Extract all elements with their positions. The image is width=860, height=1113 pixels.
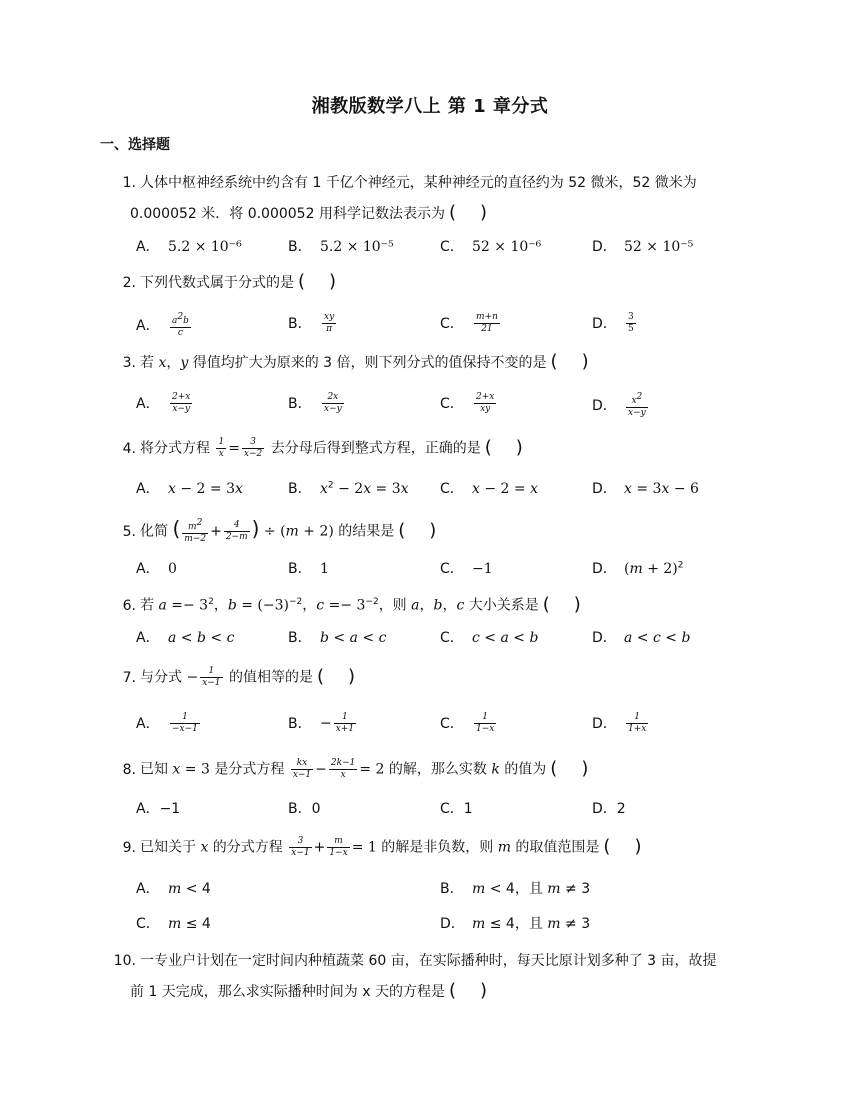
question-number: 1. (122, 175, 136, 191)
option-label: C． (136, 916, 160, 932)
section-heading: 一、选择题 (100, 137, 170, 153)
question-3: 3. 若 x，y 得值均扩大为原来的 3 倍，则下列分式的值保持不变的是( ) (110, 352, 770, 373)
question-text: 是分式方程 (209, 761, 289, 778)
option-label: D． (592, 561, 617, 577)
question-9: 9. 已知关于 x 的分式方程 $\frac{3}{x-1}$ + $\frac{m}{1-x}$ = 1 的解是非负数，则 m 的取值范围是( ) (110, 836, 770, 859)
question-5: 5. 化简 ( $\frac{m^2}{m-2}$ + $\frac{4}{2-m}$ ) ÷ (m + 2) 的结果是( ) (110, 518, 770, 545)
option-label: B． (288, 630, 312, 646)
question-7: 7. 与分式 − $\frac{1}{x-1}$ 的值相等的是( ) (110, 666, 770, 689)
options-9b: C． m ≤ 4 D． m ≤ 4，且 m ≠ 3 (136, 913, 756, 933)
option-label: B． (440, 881, 464, 897)
question-number: 4. (122, 440, 136, 457)
options-2: A． $\frac{a^2b}{c}$ B． $\frac{xy}{\pi}$ C． $\frac{m+n}{21}$ D． $\frac{3}{5}$ (136, 312, 634, 338)
option-label: A． (136, 239, 160, 255)
option-label: C．1 (440, 801, 473, 817)
question-number: 6. (122, 597, 136, 614)
question-text: 已知 (140, 761, 173, 778)
option-label: D． (592, 397, 617, 414)
option-label: D． (592, 630, 617, 646)
options-3: A． $\frac{2+x}{x-y}$ B． $\frac{2x}{x-y}$ C． $\frac{2+x}{xy}$ D． $\frac{x^2}{x-y}$ (136, 392, 646, 418)
option-label: A． (136, 395, 160, 412)
answer-bracket (546, 759, 592, 780)
question-text: 的取值范围是 (510, 839, 600, 856)
question-number: 5. (122, 523, 136, 540)
question-number: 9. (122, 839, 136, 856)
options-4: A． x − 2 = 3x B． $x^2 - 2x = 3x$ C． x − 2 = x D． x = 3x − 6 (136, 478, 756, 498)
options-1 (136, 236, 756, 256)
option-label: A． (136, 715, 160, 732)
option-label: C． (440, 315, 464, 332)
question-6: 6. 若 $a =- 3^2$，$b = (-3)^{-2}$，$c =- 3^{-2}$，则 a，b，c 大小关系是( ) (110, 592, 770, 616)
question-text: 的分式方程 (208, 839, 288, 856)
option-value: 52 × 10⁻⁵ (624, 239, 694, 255)
option-label: D． (592, 481, 617, 497)
question-text: 化简 (140, 523, 173, 540)
question-number: 10. (113, 953, 136, 969)
options-7: A． $\frac{1}{-x-1}$ B． − $\frac{1}{x+1}$ C． $\frac{1}{1-x}$ D． $\frac{1}{1+x}$ (136, 712, 647, 734)
option-value: 5.2 × 10⁻⁵ (320, 239, 394, 255)
option-label: C． (440, 239, 464, 255)
question-number: 3. (122, 355, 136, 371)
question-text: 的解是非负数，则 (376, 839, 498, 856)
option-label: B．0 (288, 801, 321, 817)
option-label: B． (288, 395, 312, 412)
answer-bracket (445, 976, 491, 1007)
question-text: 的解，那么实数 (384, 761, 492, 778)
options-9a: A． m < 4 B． m < 4，且 m ≠ 3 (136, 878, 756, 898)
question-number: 2. (122, 275, 136, 291)
option-label: A． (136, 561, 160, 577)
question-1 (110, 168, 770, 229)
option-label: A．−1 (136, 801, 181, 817)
option-label: A． (136, 881, 160, 897)
option-value: 52 × 10⁻⁶ (472, 239, 542, 255)
page-title: 湘教版数学八上 第 1 章分式 (311, 96, 549, 117)
option-label: D．2 (592, 801, 626, 817)
question-text: 的结果是 (333, 523, 395, 540)
question-text: 一专业户计划在一定时间内种植蔬菜 60 亩，在实际播种时，每天比原计划多种了 3 亩，故提 (140, 953, 717, 969)
question-text: 若 (140, 597, 159, 614)
option-label: D． (592, 239, 617, 255)
options-8 (136, 798, 756, 818)
option-label: B． (288, 481, 312, 497)
question-text: 人体中枢神经系统中约含有 1 千亿个神经元，某种神经元的直径约为 52 微米，52 微米为 (140, 175, 697, 191)
option-value: 5.2 × 10⁻⁶ (168, 239, 242, 255)
answer-bracket (394, 521, 440, 542)
question-text: 与分式 (140, 669, 187, 686)
question-2 (110, 272, 770, 293)
option-label: A． (136, 630, 160, 646)
question-text: 0.000052 米．将 0.000052 用科学记数法表示为 (130, 206, 445, 222)
answer-bracket (539, 595, 585, 616)
question-text: 若 (140, 355, 159, 371)
question-text: 前 1 天完成，那么求实际播种时间为 x 天的方程是 (130, 984, 445, 1000)
option-label: C． (440, 481, 464, 497)
question-text: 下列代数式属于分式的是 (140, 275, 294, 291)
option-label: C． (440, 395, 464, 412)
option-label: B． (288, 561, 312, 577)
option-label: C． (440, 715, 464, 732)
question-4: 4. 将分式方程 $\frac{1}{x}$ = $\frac{3}{x-2}$ 去分母后得到整式方程，正确的是( ) (110, 437, 770, 460)
question-text: 的值相等的是 (224, 669, 313, 686)
answer-bracket (599, 837, 645, 858)
option-label: D． (592, 715, 617, 732)
option-label: C． (440, 561, 464, 577)
option-label: B． (288, 239, 312, 255)
question-number: 7. (122, 669, 136, 686)
question-number: 8. (122, 761, 136, 778)
answer-bracket (294, 272, 340, 293)
option-label: A． (136, 481, 160, 497)
question-10 (110, 946, 770, 1007)
answer-bracket (445, 198, 491, 229)
answer-bracket (481, 438, 527, 459)
question-8: 8. 已知 x = 3 是分式方程 $\frac{kx}{x-1}$ − $\frac{2k-1}{x}$ = 2 的解，那么实数 k 的值为( ) (110, 758, 770, 781)
question-text: 大小关系是 (464, 597, 539, 614)
option-label: B． (288, 315, 312, 332)
question-text: 将分式方程 (140, 440, 215, 457)
options-5: A． 0 B． 1 C． −1 D． $(m + 2)^2$ (136, 558, 756, 578)
question-text: 得值均扩大为原来的 3 倍，则下列分式的值保持不变的是 (188, 355, 547, 371)
question-text: 的值为 (499, 761, 547, 778)
option-label: A． (136, 317, 160, 334)
answer-bracket (547, 352, 593, 373)
option-label: C． (440, 630, 464, 646)
option-label: D． (592, 315, 617, 332)
question-text: 去分母后得到整式方程，正确的是 (266, 440, 481, 457)
options-6: A． a < b < c B． b < a < c C． c < a < b D． a < c < b (136, 627, 756, 647)
question-text: 已知关于 (140, 839, 201, 856)
option-label: D． (440, 916, 465, 932)
option-label: B． (288, 715, 312, 732)
answer-bracket (313, 667, 359, 688)
